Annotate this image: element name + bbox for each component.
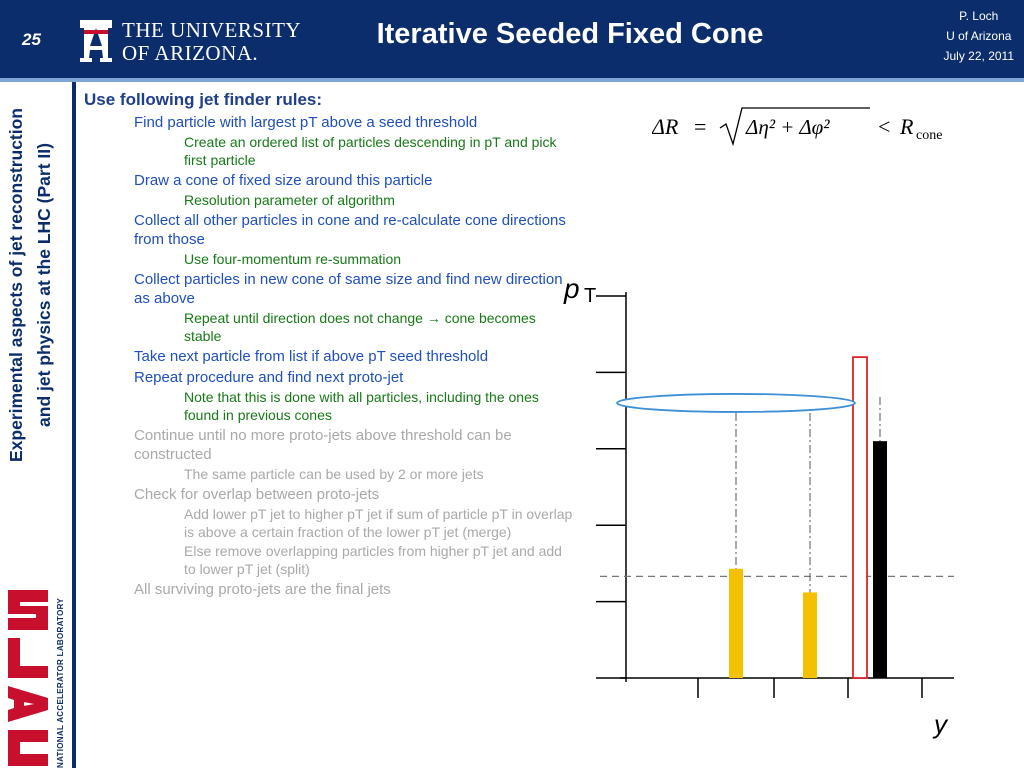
formula-rhs-subscript: cone — [916, 128, 943, 143]
formula-less-than: < — [878, 114, 891, 139]
university-logo-icon — [78, 18, 114, 64]
slac-logo-icon — [0, 588, 56, 768]
bullet-item: Repeat procedure and find next proto-jet — [134, 369, 404, 386]
sidebar-title-line-2: and jet physics at the LHC (Part II) — [34, 143, 54, 427]
y-axis-label-subscript: T — [584, 285, 597, 307]
lab-name: NATIONAL ACCELERATOR LABORATORY — [56, 597, 65, 768]
sub-bullet-item: Create an ordered list of particles descending in pT and pick first particle — [184, 134, 557, 168]
bullet-item: Check for overlap between proto-jets — [134, 486, 380, 503]
author-block — [944, 6, 1015, 66]
university-line-1: THE UNIVERSITY — [122, 18, 302, 42]
bullet-item: Draw a cone of fixed size around this particle — [134, 172, 433, 189]
bullet-item: Find particle with largest pT above a seed threshold — [134, 114, 478, 131]
bullet-item: Continue until no more proto-jets above threshold can be constructed — [134, 427, 512, 463]
sub-bullet-item: Add lower pT jet to higher pT jet if sum of particle pT in overlap is above a certain fraction of the lower pT jet (merge) — [184, 506, 573, 540]
header-bar — [0, 0, 1024, 82]
page-number: 25 — [22, 30, 41, 49]
presentation-date: July 22, 2011 — [943, 49, 1014, 63]
slide-title: Iterative Seeded Fixed Cone — [376, 18, 764, 50]
particle-bar — [853, 357, 867, 678]
cone-radius-formula — [652, 104, 962, 152]
bullet-item: All surviving proto-jets are the final jets — [134, 581, 391, 598]
bullet-item: Collect all other particles in cone and re-calculate cone directions from those — [134, 212, 566, 248]
formula-lhs: ΔR — [652, 114, 679, 139]
bullet-item: Take next particle from list if above pT seed threshold — [134, 348, 489, 365]
author-institution: U of Arizona — [946, 29, 1012, 43]
formula-equals: = — [694, 114, 707, 139]
rules-heading: Use following jet finder rules: — [84, 90, 323, 109]
jet-cone-ellipse — [617, 394, 855, 412]
cone-jet-chart — [556, 270, 976, 750]
sidebar-course-title — [2, 75, 58, 495]
particle-bar — [873, 441, 887, 678]
particle-bar — [729, 569, 743, 678]
university-line-2: OF ARIZONA. — [122, 41, 259, 65]
bullet-item: Collect particles in new cone of same size and find new direction as above — [134, 271, 563, 307]
sub-bullet-item: Note that this is done with all particles, including the ones found in previous cones — [184, 389, 539, 423]
sub-bullet-item: The same particle can be used by 2 or more jets — [184, 466, 484, 482]
sub-bullet-item: Resolution parameter of algorithm — [184, 192, 395, 208]
university-name — [122, 20, 301, 64]
sidebar-title-line-1: Experimental aspects of jet reconstruction — [6, 108, 26, 462]
formula-radicand: Δη² + Δφ² — [746, 115, 830, 139]
y-axis-label-p: p — [564, 273, 580, 304]
particle-bar — [803, 592, 817, 678]
sub-bullet-item: Use four-momentum re-summation — [184, 251, 402, 267]
sub-bullet-item: Repeat until direction does not change → cone becomes stable — [184, 310, 536, 344]
formula-rhs: R — [900, 114, 914, 139]
x-axis-label: y — [934, 709, 947, 739]
sub-bullet-item: Else remove overlapping particles from higher pT jet and add to lower pT jet (split) — [184, 543, 562, 577]
author-name: P. Loch — [959, 9, 999, 23]
slide-body — [84, 90, 574, 599]
